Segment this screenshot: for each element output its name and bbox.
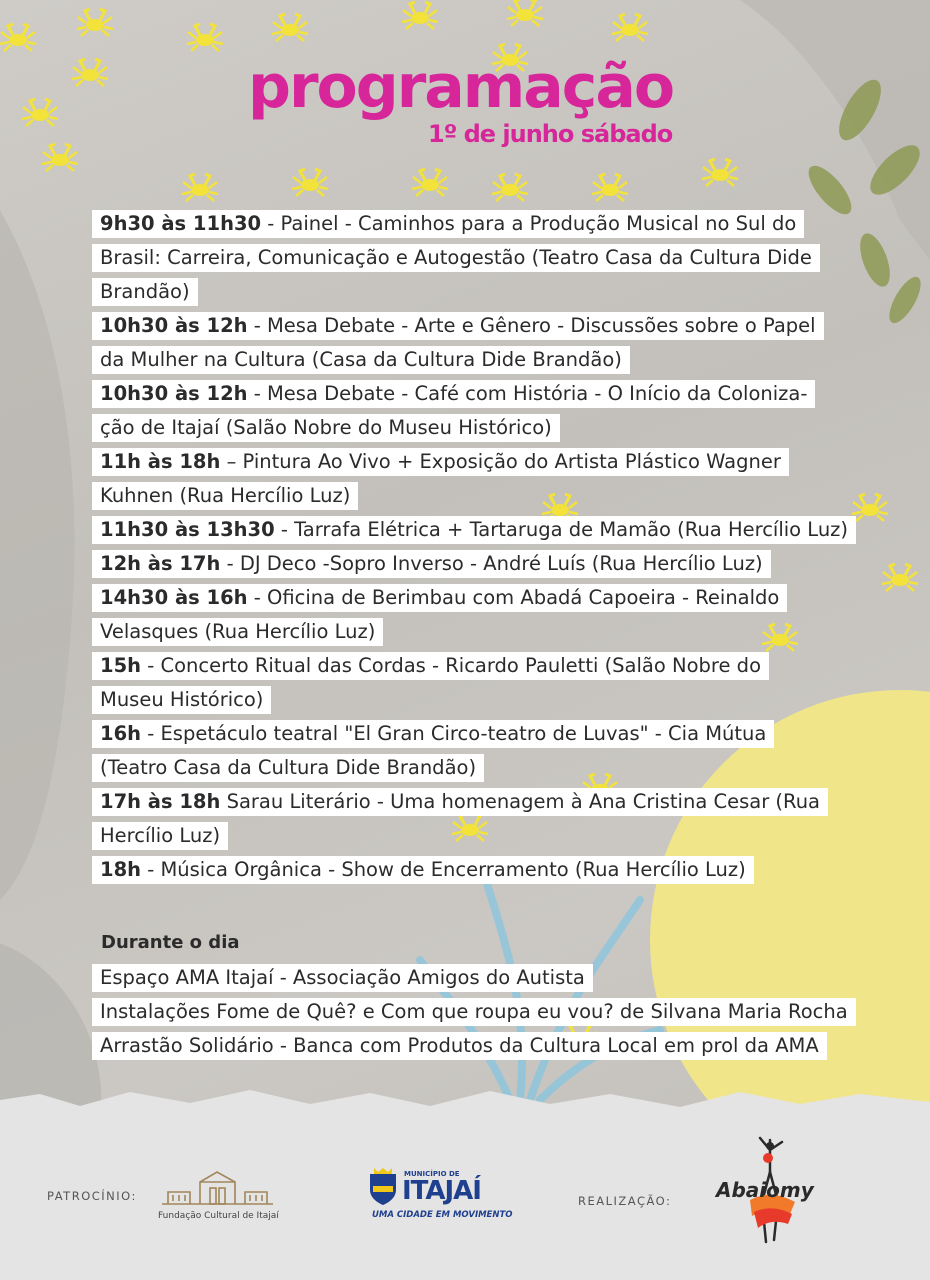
schedule-text: - Mesa Debate - Arte e Gênero - Discussões sobre o Papel	[247, 314, 816, 337]
city-top-label: MUNICÍPIO DE	[404, 1170, 460, 1178]
schedule-text: - Painel - Caminhos para a Produção Musical no Sul do	[261, 212, 797, 235]
schedule-time: 12h às 17h	[100, 552, 221, 575]
schedule-text: Sarau Literário - Uma homenagem à Ana Cristina Cesar (Rua	[220, 790, 821, 813]
schedule-line	[92, 652, 769, 680]
schedule-line: Brandão)	[92, 278, 198, 306]
schedule-text: - Oficina de Berimbau com Abadá Capoeira - Reinaldo	[247, 586, 780, 609]
schedule-item	[92, 544, 852, 578]
schedule-time: 10h30 às 12h	[100, 382, 248, 405]
schedule-time: 16h	[100, 722, 142, 745]
schedule-line	[92, 584, 787, 612]
schedule-time: 9h30 às 11h30	[100, 212, 262, 235]
schedule-line: ção de Itajaí (Salão Nobre do Museu Histórico)	[92, 414, 560, 442]
during-day-item: Arrastão Solidário - Banca com Produtos da Cultura Local em prol da AMA	[92, 1032, 827, 1060]
schedule-line: da Mulher na Cultura (Casa da Cultura Dide Brandão)	[92, 346, 630, 374]
fish-left	[0, 180, 74, 900]
during-day-list	[92, 958, 856, 1060]
schedule-item	[92, 714, 852, 782]
schedule-line	[92, 720, 774, 748]
schedule-item	[92, 646, 852, 714]
schedule-line	[92, 856, 754, 884]
schedule-text: - DJ Deco -Sopro Inverso - André Luís (Rua Hercílio Luz)	[220, 552, 763, 575]
realization-label: REALIZAÇÃO:	[578, 1194, 672, 1208]
schedule-line: Museu Histórico)	[92, 686, 271, 714]
sponsor-label: PATROCÍNIO:	[47, 1189, 137, 1203]
schedule-time: 10h30 às 12h	[100, 314, 248, 337]
schedule-item	[92, 204, 852, 306]
city-name: ITAJAÍ	[402, 1176, 481, 1206]
page-subtitle: 1º de junho sábado	[428, 120, 673, 148]
schedule-list	[92, 204, 852, 884]
schedule-item	[92, 850, 852, 884]
schedule-time: 11h às 18h	[100, 450, 221, 473]
schedule-text: – Pintura Ao Vivo + Exposição do Artista Plástico Wagner	[220, 450, 781, 473]
schedule-text: - Música Orgânica - Show de Encerramento (Rua Hercílio Luz)	[141, 858, 746, 881]
schedule-line	[92, 550, 771, 578]
schedule-line	[92, 516, 856, 544]
schedule-text: - Tarrafa Elétrica + Tartaruga de Mamão (Rua Hercílio Luz)	[274, 518, 849, 541]
sponsor-name: Fundação Cultural de Itajaí	[158, 1211, 279, 1221]
schedule-line: Velasques (Rua Hercílio Luz)	[92, 618, 383, 646]
page-title: programação	[248, 52, 674, 122]
during-day-item: Espaço AMA Itajaí - Associação Amigos do Autista	[92, 964, 593, 992]
schedule-line	[92, 312, 824, 340]
schedule-line	[92, 210, 804, 238]
schedule-text: - Concerto Ritual das Cordas - Ricardo Pauletti (Salão Nobre do	[141, 654, 761, 677]
schedule-time: 17h às 18h	[100, 790, 221, 813]
schedule-text: - Mesa Debate - Café com História - O Início da Coloniza-	[247, 382, 808, 405]
schedule-time: 14h30 às 16h	[100, 586, 248, 609]
schedule-item	[92, 782, 852, 850]
schedule-line	[92, 380, 815, 408]
during-day-item: Instalações Fome de Quê? e Com que roupa eu vou? de Silvana Maria Rocha	[92, 998, 856, 1026]
schedule-time: 18h	[100, 858, 142, 881]
fundacao-cultural-logo	[160, 1168, 275, 1210]
realization-name: Abaiomy	[716, 1178, 814, 1202]
schedule-time: 11h30 às 13h30	[100, 518, 275, 541]
schedule-item	[92, 510, 852, 544]
schedule-item	[92, 442, 852, 510]
schedule-item	[92, 374, 852, 442]
schedule-time: 15h	[100, 654, 142, 677]
itajai-coat-of-arms-icon	[368, 1168, 398, 1206]
schedule-line	[92, 448, 789, 476]
schedule-line	[92, 788, 828, 816]
schedule-line: Brasil: Carreira, Comunicação e Autogestão (Teatro Casa da Cultura Dide	[92, 244, 820, 272]
schedule-line: Kuhnen (Rua Hercílio Luz)	[92, 482, 358, 510]
schedule-item	[92, 578, 852, 646]
during-day-heading: Durante o dia	[101, 932, 240, 953]
schedule-item	[92, 306, 852, 374]
city-slogan: UMA CIDADE EM MOVIMENTO	[372, 1210, 513, 1220]
schedule-text: - Espetáculo teatral "El Gran Circo-teatro de Luvas" - Cia Mútua	[141, 722, 767, 745]
schedule-line: (Teatro Casa da Cultura Dide Brandão)	[92, 754, 484, 782]
schedule-line: Hercílio Luz)	[92, 822, 228, 850]
